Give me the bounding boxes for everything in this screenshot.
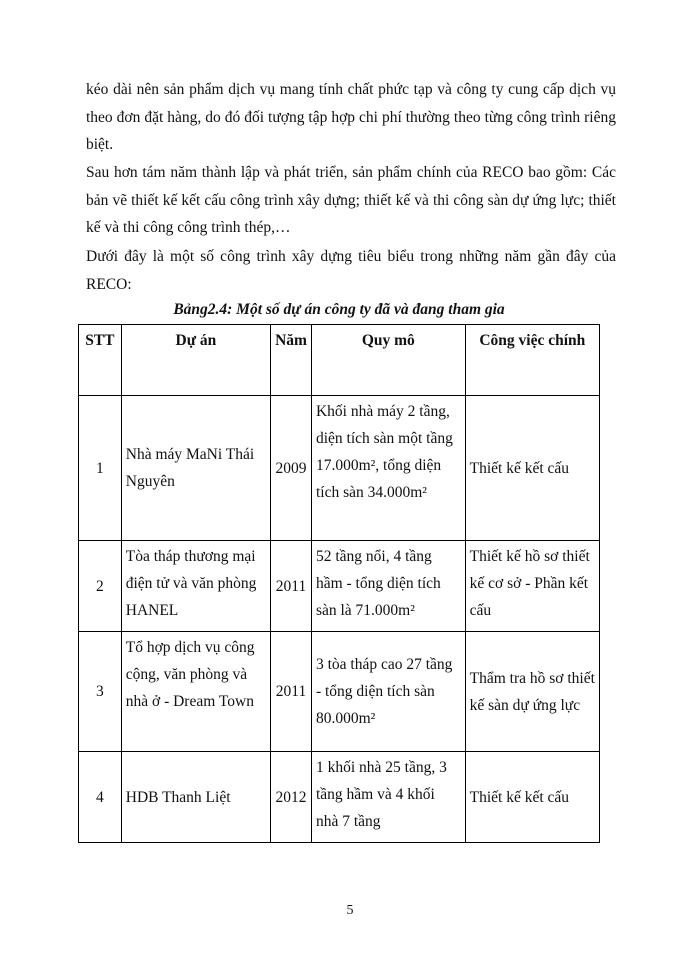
header-project: Dự án bbox=[121, 325, 270, 396]
row-2-project: Tòa tháp thương mại điện tử và văn phòng HANEL bbox=[121, 541, 270, 632]
row-3-work: Thẩm tra hồ sơ thiết kế sàn dự ứng lực bbox=[465, 632, 599, 752]
table-caption: Bảng2.4: Một số dự án công ty đã và đang tham gia bbox=[173, 301, 505, 318]
row-1-stt: 1 bbox=[79, 396, 122, 541]
row-4-stt: 4 bbox=[79, 752, 122, 843]
paragraph-intro-2: Sau hơn tám năm thành lập và phát triển, sản phẩm chính của RECO bao gồm: Các bản vẽ thiết kế kết cấu công trình xây dựng; thiết kế và thi công sàn dự ứng lực; thiết kế và thi công công trình thép,… bbox=[86, 164, 616, 236]
table-row bbox=[79, 752, 600, 843]
header-stt: STT bbox=[79, 325, 122, 396]
row-2-stt: 2 bbox=[79, 541, 122, 632]
header-year: Năm bbox=[271, 325, 312, 396]
row-2-work: Thiết kế hồ sơ thiết kế cơ sở - Phần kết cấu bbox=[465, 541, 599, 632]
paragraph-intro-1: kéo dài nên sản phẩm dịch vụ mang tính chất phức tạp và công ty cung cấp dịch vụ theo đơn đặt hàng, do đó đối tượng tập hợp chi phí thường theo từng công trình riêng biệt. bbox=[86, 81, 616, 153]
page-number: 5 bbox=[346, 903, 354, 918]
header-work: Công việc chính bbox=[465, 325, 599, 396]
row-4-scale: 1 khối nhà 25 tầng, 3 tầng hầm và 4 khối nhà 7 tầng bbox=[311, 752, 465, 843]
projects-table bbox=[78, 324, 600, 843]
row-3-year: 2011 bbox=[271, 632, 312, 752]
row-4-project: HDB Thanh Liệt bbox=[121, 752, 270, 843]
row-1-scale: Khối nhà máy 2 tầng, diện tích sàn một tầng 17.000m², tổng diện tích sàn 34.000m² bbox=[311, 396, 465, 541]
row-1-project: Nhà máy MaNi Thái Nguyên bbox=[121, 396, 270, 541]
table-row bbox=[79, 541, 600, 632]
row-3-stt: 3 bbox=[79, 632, 122, 752]
row-3-project: Tổ hợp dịch vụ công cộng, văn phòng và nhà ở - Dream Town bbox=[121, 632, 270, 752]
table-row bbox=[79, 396, 600, 541]
row-2-year: 2011 bbox=[271, 541, 312, 632]
row-4-work: Thiết kế kết cấu bbox=[465, 752, 599, 843]
table-row bbox=[79, 632, 600, 752]
row-1-work: Thiết kế kết cấu bbox=[465, 396, 599, 541]
row-4-year: 2012 bbox=[271, 752, 312, 843]
paragraph-intro-3: Dưới đây là một số công trình xây dựng tiêu biểu trong những năm gần đây của RECO: bbox=[86, 248, 616, 293]
table-header-row bbox=[79, 325, 600, 396]
row-2-scale: 52 tầng nổi, 4 tầng hầm - tổng diện tích sàn là 71.000m² bbox=[311, 541, 465, 632]
header-scale: Quy mô bbox=[311, 325, 465, 396]
row-3-scale: 3 tòa tháp cao 27 tầng - tổng diện tích sàn 80.000m² bbox=[311, 632, 465, 752]
row-1-year: 2009 bbox=[271, 396, 312, 541]
